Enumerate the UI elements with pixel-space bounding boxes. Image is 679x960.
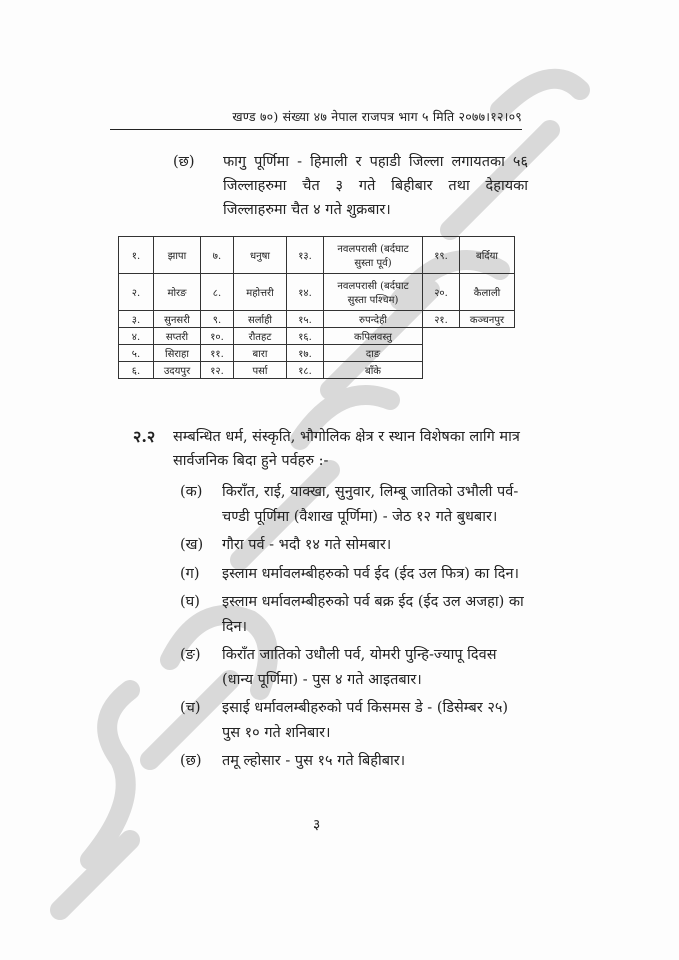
district-table (118, 236, 515, 379)
table-cell: १७. (287, 345, 324, 362)
list-item (180, 562, 530, 587)
table-cell: बारा (234, 345, 287, 362)
table-cell: सर्लाही (234, 311, 287, 328)
item-text: गौरा पर्व - भदौ १४ गते सोमबार। (222, 537, 392, 553)
table-cell: ४. (119, 328, 154, 345)
holiday-list (180, 480, 530, 778)
item-text: किराँत जातिको उधौली पर्व, योमरी पुन्हि-ज्यापू दिवस (धान्य पूर्णिमा) - पुस ४ गते आइतबार। (222, 647, 497, 688)
table-cell: ११. (201, 345, 234, 362)
item-text: किराँत, राई, याक्खा, सुनुवार, लिम्बू जातिको उभौली पर्व-चण्डी पूर्णिमा (वैशाख पूर्णिमा) - जेठ १२ गते बुधबार। (222, 484, 519, 525)
table-cell: मोरङ (154, 274, 201, 311)
table-cell: २. (119, 274, 154, 311)
table-cell: बाँके (324, 362, 423, 379)
list-item (180, 696, 530, 745)
item-text: इसाई धर्मावलम्बीहरुको पर्व किसमस डे - (डिसेम्बर २५) पुस १० गते शनिबार। (222, 700, 509, 741)
table-cell: ५. (119, 345, 154, 362)
table-cell: बर्दिया (460, 237, 515, 274)
list-item (180, 590, 530, 639)
table-cell: १२. (201, 362, 234, 379)
table-cell: झापा (154, 237, 201, 274)
table-cell: २०. (423, 274, 460, 311)
table-cell: १. (119, 237, 154, 274)
table-cell: ७. (201, 237, 234, 274)
intro-label: (छ) (173, 154, 195, 170)
table-cell: १६. (287, 328, 324, 345)
table-cell: कैलाली (460, 274, 515, 311)
item-text: तमू ल्होसार - पुस १५ गते बिहीबार। (222, 753, 406, 769)
table-cell: सिराहा (154, 345, 201, 362)
table-cell: १३. (287, 237, 324, 274)
table-cell: नवलपरासी (बर्दघाट सुस्ता पूर्व) (324, 237, 423, 274)
item-label: (क) (180, 484, 203, 500)
list-item (180, 643, 530, 692)
table-cell: दाङ (324, 345, 423, 362)
table-row (119, 345, 515, 362)
table-cell: महोत्तरी (234, 274, 287, 311)
list-item (180, 533, 530, 558)
table-cell: कञ्चनपुर (460, 311, 515, 328)
table-cell: ८. (201, 274, 234, 311)
list-item (180, 480, 530, 529)
table-cell: ३. (119, 311, 154, 328)
table-row (119, 328, 515, 345)
table-cell: रौतहट (234, 328, 287, 345)
gazette-header: खण्ड ७०) संख्या ४७ नेपाल राजपत्र भाग ५ मिति २०७७।१२।०९ (110, 108, 522, 130)
table-cell: ९. (201, 311, 234, 328)
item-label: (घ) (180, 594, 200, 610)
table-cell: १८. (287, 362, 324, 379)
table-row (119, 311, 515, 328)
item-label: (ङ) (180, 647, 201, 663)
table-cell: २१. (423, 311, 460, 328)
table-cell: ६. (119, 362, 154, 379)
table-cell: उदयपुर (154, 362, 201, 379)
table-row (119, 274, 515, 311)
item-label: (च) (180, 700, 201, 716)
table-cell: १०. (201, 328, 234, 345)
item-label: (ग) (180, 565, 200, 582)
table-cell: १५. (287, 311, 324, 328)
list-item (180, 749, 530, 774)
table-cell: कपिलवस्तु (324, 328, 423, 345)
table-cell: पर्सा (234, 362, 287, 379)
table-cell: नवलपरासी (बर्दघाट सुस्ता पश्चिम) (324, 274, 423, 311)
item-label: (छ) (180, 753, 202, 769)
table-cell: सुनसरी (154, 311, 201, 328)
item-text: इस्लाम धर्मावलम्बीहरुको पर्व बक्र ईद (ईद उल अजहा) का दिन। (222, 594, 524, 635)
section-number: २.२ (133, 427, 156, 446)
table-row (119, 362, 515, 379)
intro-text: फागु पूर्णिमा - हिमाली र पहाडी जिल्ला लगायतका ५६ जिल्लाहरुमा चैत ३ गते बिहीबार तथा देहायका जिल्लाहरुमा चैत ४ गते शुक्रबार। (223, 154, 528, 218)
table-cell: १९. (423, 237, 460, 274)
page-number: ३ (313, 817, 321, 833)
intro-paragraph (173, 150, 528, 222)
table-cell: सप्तरी (154, 328, 201, 345)
item-text: इस्लाम धर्मावलम्बीहरुको पर्व ईद (ईद उल फित्र) का दिन। (222, 565, 519, 582)
table-cell: १४. (287, 274, 324, 311)
table-cell: धनुषा (234, 237, 287, 274)
section-heading (133, 425, 533, 473)
table-cell: रुपन्देही (324, 311, 423, 328)
item-label: (ख) (180, 537, 204, 553)
section-title: सम्बन्धित धर्म, संस्कृति, भौगोलिक क्षेत्र र स्थान विशेषका लागि मात्र सार्वजनिक बिदा हुने पर्वहरु :- (173, 429, 520, 469)
table-row (119, 237, 515, 274)
